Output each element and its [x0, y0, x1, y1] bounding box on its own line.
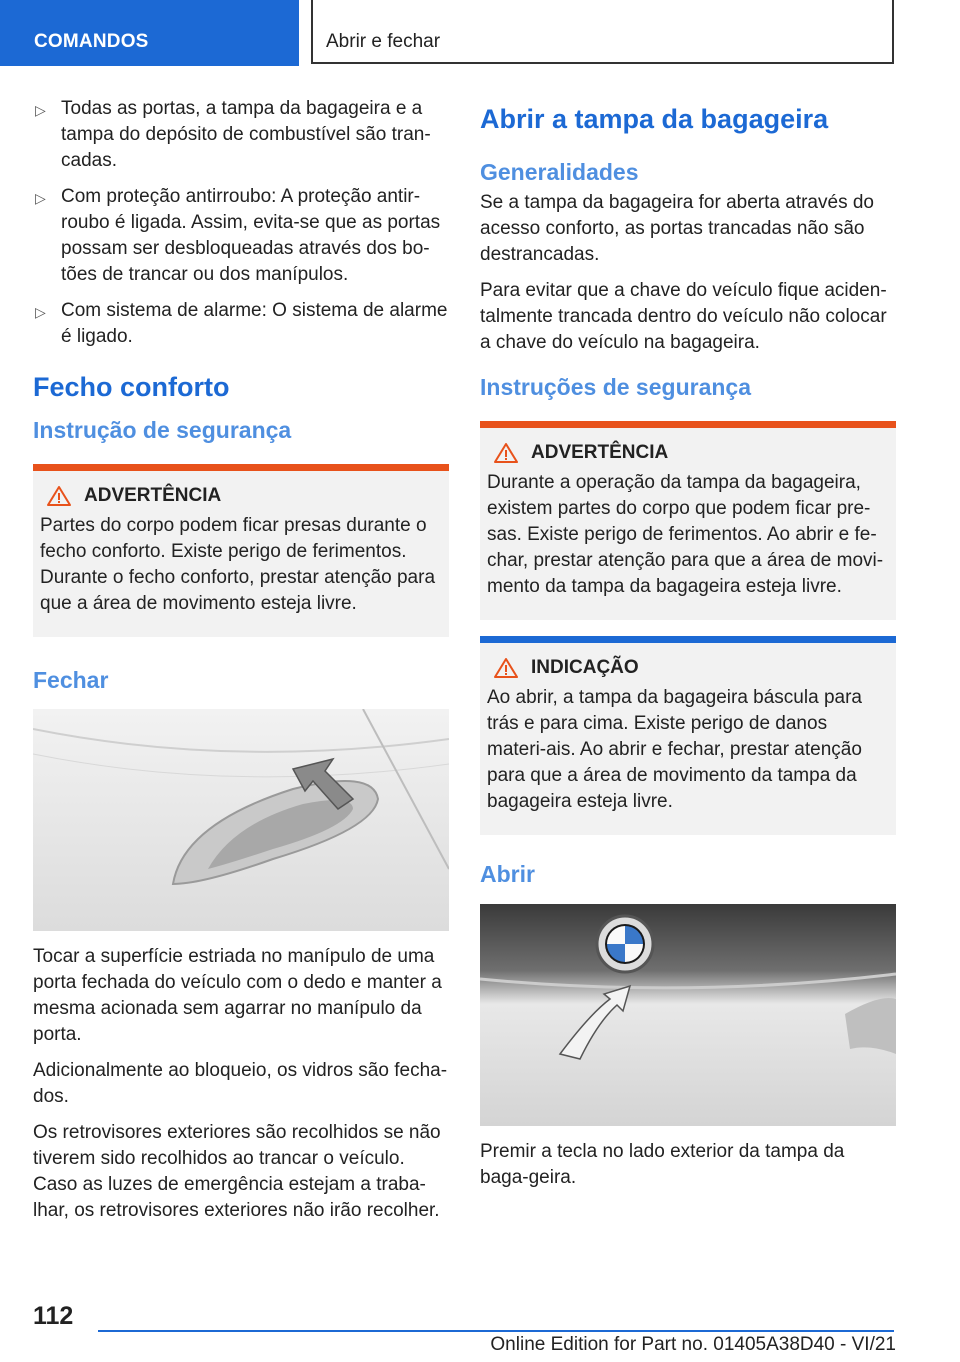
triangle-bullet-icon: ▷: [35, 304, 46, 320]
heading-fecho-conforto: Fecho conforto: [33, 372, 230, 402]
footer-divider: [98, 1330, 894, 1332]
notice-title: INDICAÇÃO: [487, 657, 889, 679]
triangle-bullet-icon: ▷: [35, 102, 46, 118]
right-column: [480, 104, 896, 1201]
paragraph-abrir: Premir a tecla no lado exterior da tampa da baga‐geira.: [480, 1141, 845, 1188]
left-column: [33, 96, 449, 1234]
section-tab: [0, 0, 299, 66]
notice-text: Ao abrir, a tampa da bagageira báscula para trás e para cima. Existe perigo de danos materi‐ais. Ao abrir e fechar, prestar atenção para que a área de movimento da tampa da bagageira esteja livre.: [487, 687, 862, 812]
warning-triangle-icon: [46, 485, 72, 507]
heading-abrir: Abrir: [480, 861, 535, 887]
heading-abrir-tampa: Abrir a tampa da bagageira: [480, 104, 829, 134]
triangle-bullet-icon: ▷: [35, 190, 46, 206]
list-item: ▷ Com sistema de alarme: O sistema de alarme é ligado.: [35, 300, 448, 347]
warning-text: Partes do corpo podem ficar presas durante o fecho conforto. Existe perigo de ferimentos. Durante o fecho conforto, prestar atenção para que a área de movimento esteja livre.: [40, 515, 436, 614]
section-title: COMANDOS: [34, 31, 149, 52]
page-number: 112: [33, 1302, 74, 1330]
heading-instrucao-seguranca: Instrução de segurança: [33, 417, 292, 443]
warning-box: [480, 421, 896, 620]
paragraph-generalidades-2: Para evitar que a chave do veículo fique aciden‐talmente trancada dentro do veículo não colocar a chave do veículo na bagageira.: [480, 280, 887, 353]
paragraph-fechar-2: Adicionalmente ao bloqueio, os vidros são fecha‐dos.: [33, 1060, 448, 1107]
paragraph-fechar-3: Os retrovisores exteriores são recolhidos se não tiverem sido recolhidos ao trancar o veículo. Caso as luzes de emergência estejam a traba‐lhar, os retrovisores exteriores não irão recolher.: [33, 1122, 441, 1221]
notice-triangle-icon: [493, 657, 519, 679]
edition-info: Online Edition for Part no. 01405A38D40 - VI/21: [490, 1334, 896, 1355]
list-item: ▷ Com proteção antirroubo: A proteção antir‐roubo é ligada. Assim, evita-se que as portas possam ser desbloqueadas através dos bo‐tões de trancar ou dos manípulos.: [35, 186, 441, 285]
heading-fechar: Fechar: [33, 667, 109, 693]
heading-generalidades: Generalidades: [480, 159, 639, 185]
paragraph-generalidades-1: Se a tampa da bagageira for aberta através do acesso conforto, as portas trancadas não são destrancadas.: [480, 192, 874, 265]
notice-box: [480, 636, 896, 835]
heading-instrucoes-seguranca: Instruções de segurança: [480, 374, 751, 400]
door-handle-illustration: [33, 709, 449, 931]
chapter-title: Abrir e fechar: [326, 31, 441, 52]
chapter-tab: [311, 0, 894, 64]
tailgate-button-illustration: [480, 904, 896, 1126]
list-item: ▷ Todas as portas, a tampa da bagageira e a tampa do depósito de combustível são tran‐cadas.: [35, 98, 431, 171]
warning-box: [33, 464, 449, 637]
warning-triangle-icon: [493, 442, 519, 464]
warning-text: Durante a operação da tampa da bagageira, existem partes do corpo que podem ficar pre‐sas. Existe perigo de ferimentos. Ao abrir e fe‐char, prestar atenção para que a área de movi‐mento da tampa da bagageira esteja livre.: [487, 472, 884, 597]
warning-title: ADVERTÊNCIA: [487, 442, 889, 464]
paragraph-fechar-1: Tocar a superfície estriada no manípulo de uma porta fechada do veículo com o dedo e manter a mesma acionada sem agarrar no manípulo da porta.: [33, 946, 442, 1045]
warning-title: ADVERTÊNCIA: [40, 485, 442, 507]
